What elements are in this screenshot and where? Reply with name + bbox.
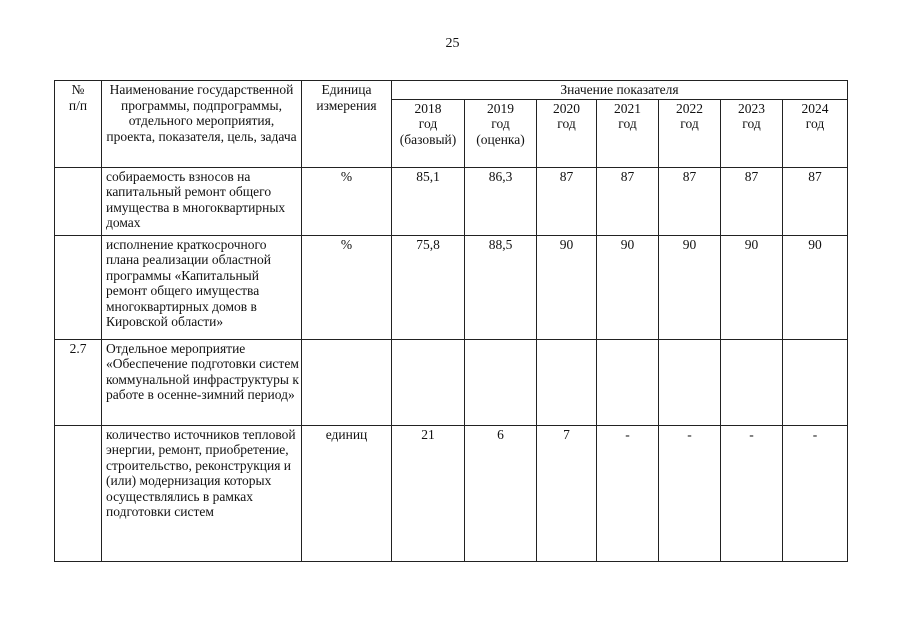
value-2020: 87 (537, 167, 597, 235)
year-label: 2018 (414, 100, 442, 116)
year-label: 2019 (487, 100, 514, 116)
table-row (55, 339, 848, 425)
year-label: 2023 (738, 100, 765, 116)
header-year-2024 (783, 99, 848, 167)
value-2020 (537, 339, 597, 425)
header-year-2019 (465, 99, 537, 167)
row-unit: % (302, 167, 392, 235)
value-2024: - (783, 425, 848, 561)
value-2023: - (721, 425, 783, 561)
value-2024: 87 (783, 167, 848, 235)
row-unit: единиц (302, 425, 392, 561)
year-sub: год (805, 116, 825, 131)
header-year-2018 (392, 99, 465, 167)
row-unit (302, 339, 392, 425)
value-2018: 21 (392, 425, 465, 561)
value-2018: 85,1 (392, 167, 465, 235)
value-2021: - (597, 425, 659, 561)
header-year-2021 (597, 99, 659, 167)
value-2018: 75,8 (392, 235, 465, 339)
value-2023: 90 (721, 235, 783, 339)
value-2021 (597, 339, 659, 425)
year-note: (оценка) (476, 131, 525, 147)
value-2024 (783, 339, 848, 425)
year-sub: год (742, 116, 761, 131)
row-unit: % (302, 235, 392, 339)
table-row (55, 167, 848, 235)
value-2020: 7 (537, 425, 597, 561)
year-sub: год (618, 116, 637, 131)
row-no (55, 425, 102, 561)
row-no (55, 235, 102, 339)
value-2022: 87 (659, 167, 721, 235)
value-2020: 90 (537, 235, 597, 339)
year-label: 2022 (676, 100, 703, 116)
row-no: 2.7 (55, 339, 102, 425)
value-2019: 88,5 (465, 235, 537, 339)
value-2023: 87 (721, 167, 783, 235)
table-row (55, 235, 848, 339)
page-number: 25 (445, 36, 460, 51)
value-2021: 87 (597, 167, 659, 235)
indicators-table (54, 80, 848, 562)
header-year-2023 (721, 99, 783, 167)
year-sub: год (557, 116, 576, 131)
value-2023 (721, 339, 783, 425)
value-2022 (659, 339, 721, 425)
value-2024: 90 (783, 235, 848, 339)
value-2019: 86,3 (465, 167, 537, 235)
header-no: № п/п (55, 81, 102, 168)
table-row (55, 425, 848, 561)
value-2021: 90 (597, 235, 659, 339)
header-name: Наименование государственной программы, подпрограммы, отдельного мероприятия, проекта, показателя, цель, задача (102, 81, 302, 168)
row-name: количество источников тепловой энергии, ремонт, приобретение, строительство, реконструкция и (или) модернизация которых осуществлялись в рамках подготовки систем (102, 425, 302, 561)
header-unit: Единица измерения (302, 81, 392, 168)
row-name: Отдельное мероприятие «Обеспечение подготовки систем коммунальной инфраструктуры к работе в осенне-зимний период» (102, 339, 302, 425)
table-header (55, 81, 848, 168)
value-2019: 6 (465, 425, 537, 561)
value-2022: 90 (659, 235, 721, 339)
value-2019 (465, 339, 537, 425)
row-name: собираемость взносов на капитальный ремонт общего имущества в многоквартирных домах (102, 167, 302, 235)
year-note: (базовый) (399, 131, 457, 147)
value-2018 (392, 339, 465, 425)
header-values-group: Значение показателя (392, 81, 848, 100)
header-year-2020 (537, 99, 597, 167)
year-sub: год (491, 116, 510, 131)
year-label: 2021 (614, 100, 641, 116)
row-no (55, 167, 102, 235)
year-label: 2020 (553, 100, 580, 116)
year-sub: год (680, 116, 699, 131)
header-year-2022 (659, 99, 721, 167)
value-2022: - (659, 425, 721, 561)
year-sub: год (418, 116, 438, 131)
row-name: исполнение краткосрочного плана реализации областной программы «Капитальный ремонт общего имущества многоквартирных домов в Кировской области» (102, 235, 302, 339)
year-label: 2024 (801, 100, 829, 116)
